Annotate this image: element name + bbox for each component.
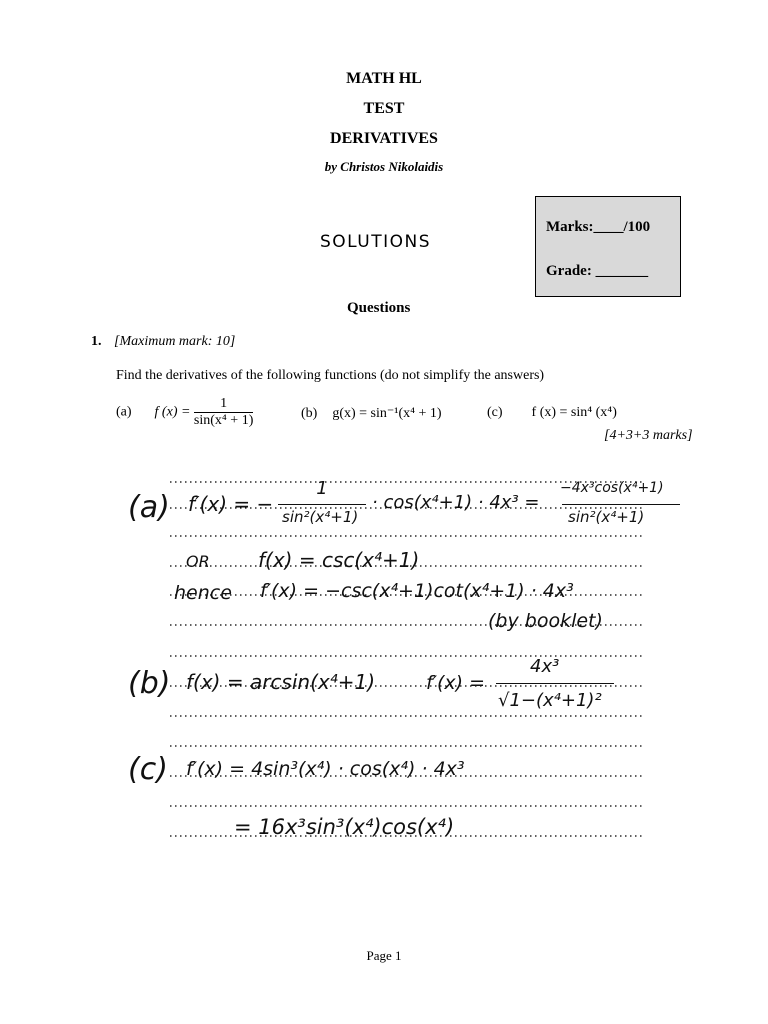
hand-a-lhs: f′(x) = −: [188, 492, 274, 516]
part-c: [487, 405, 617, 421]
hand-a-mid: · cos(x⁴+1) · 4x³ =: [372, 492, 540, 513]
title-line-2: TEST: [363, 100, 405, 117]
grade-field: Grade: _______: [546, 263, 649, 279]
hand-c-result: = 16x³sin³(x⁴)cos(x⁴): [234, 815, 455, 839]
hand-a-res-num: −4x³cos(x⁴+1): [560, 480, 664, 496]
hand-c-label: (c): [128, 752, 168, 787]
questions-heading: Questions: [347, 300, 411, 316]
part-a-label: (a): [116, 404, 132, 420]
question-instruction: Find the derivatives of the following functions (do not simplify the answers): [116, 368, 545, 383]
part-a: [116, 396, 253, 429]
hand-b-expr: f(x) = arcsin(x⁴+1): [186, 670, 376, 694]
hand-a-hence: hence: [174, 582, 232, 604]
question-max-mark: [Maximum mark: 10]: [114, 334, 236, 349]
author: by Christos Nikolaidis: [324, 159, 444, 174]
hand-a-res-den: sin²(x⁴+1): [568, 508, 645, 526]
page-number: Page 1: [366, 948, 402, 963]
marks-box: [535, 196, 681, 297]
title-line-3: DERIVATIVES: [330, 130, 438, 147]
hand-b-frac-bar: [496, 683, 614, 684]
hand-b-den: √1−(x⁴+1)²: [498, 690, 602, 711]
part-a-fraction: [194, 396, 253, 429]
hand-c-expr: f′(x) = 4sin³(x⁴) · cos(x⁴) · 4x³: [186, 758, 465, 780]
hand-a-note: (by booklet): [488, 610, 603, 632]
part-c-label: (c): [487, 405, 503, 420]
part-b: [301, 405, 442, 422]
part-a-numerator: 1: [194, 396, 253, 413]
hand-a-label: (a): [128, 490, 170, 525]
part-a-lhs: f (x) =: [154, 404, 191, 420]
hand-a-frac-num: 1: [316, 478, 328, 499]
hand-b-label: (b): [128, 666, 171, 701]
hand-a-or-expr: f(x) = csc(x⁴+1): [258, 548, 420, 572]
marks-field: Marks:____/100: [546, 219, 651, 235]
solutions-label: SOLUTIONS: [320, 232, 432, 252]
hand-a-hence-expr: f′(x) = −csc(x⁴+1)cot(x⁴+1) · 4x³: [260, 580, 574, 602]
part-b-label: (b): [301, 406, 318, 421]
hand-b-deriv-lhs: f′(x) =: [426, 672, 486, 694]
title-line-1: MATH HL: [346, 70, 422, 87]
question-number: 1.: [91, 334, 102, 349]
part-a-denominator: sin(x⁴ + 1): [193, 413, 254, 428]
part-c-expr: f (x) = sin⁴ (x⁴): [531, 405, 617, 420]
marks-allocation: [4+3+3 marks]: [604, 428, 693, 443]
hand-a-frac-den: sin²(x⁴+1): [282, 508, 359, 526]
hand-a-frac-bar: [278, 504, 366, 505]
hand-a-res-bar: [562, 504, 680, 505]
hand-b-num: 4x³: [530, 656, 560, 677]
part-b-expr: g(x) = sin⁻¹(x⁴ + 1): [332, 406, 442, 421]
hand-a-or: OR: [186, 552, 210, 571]
